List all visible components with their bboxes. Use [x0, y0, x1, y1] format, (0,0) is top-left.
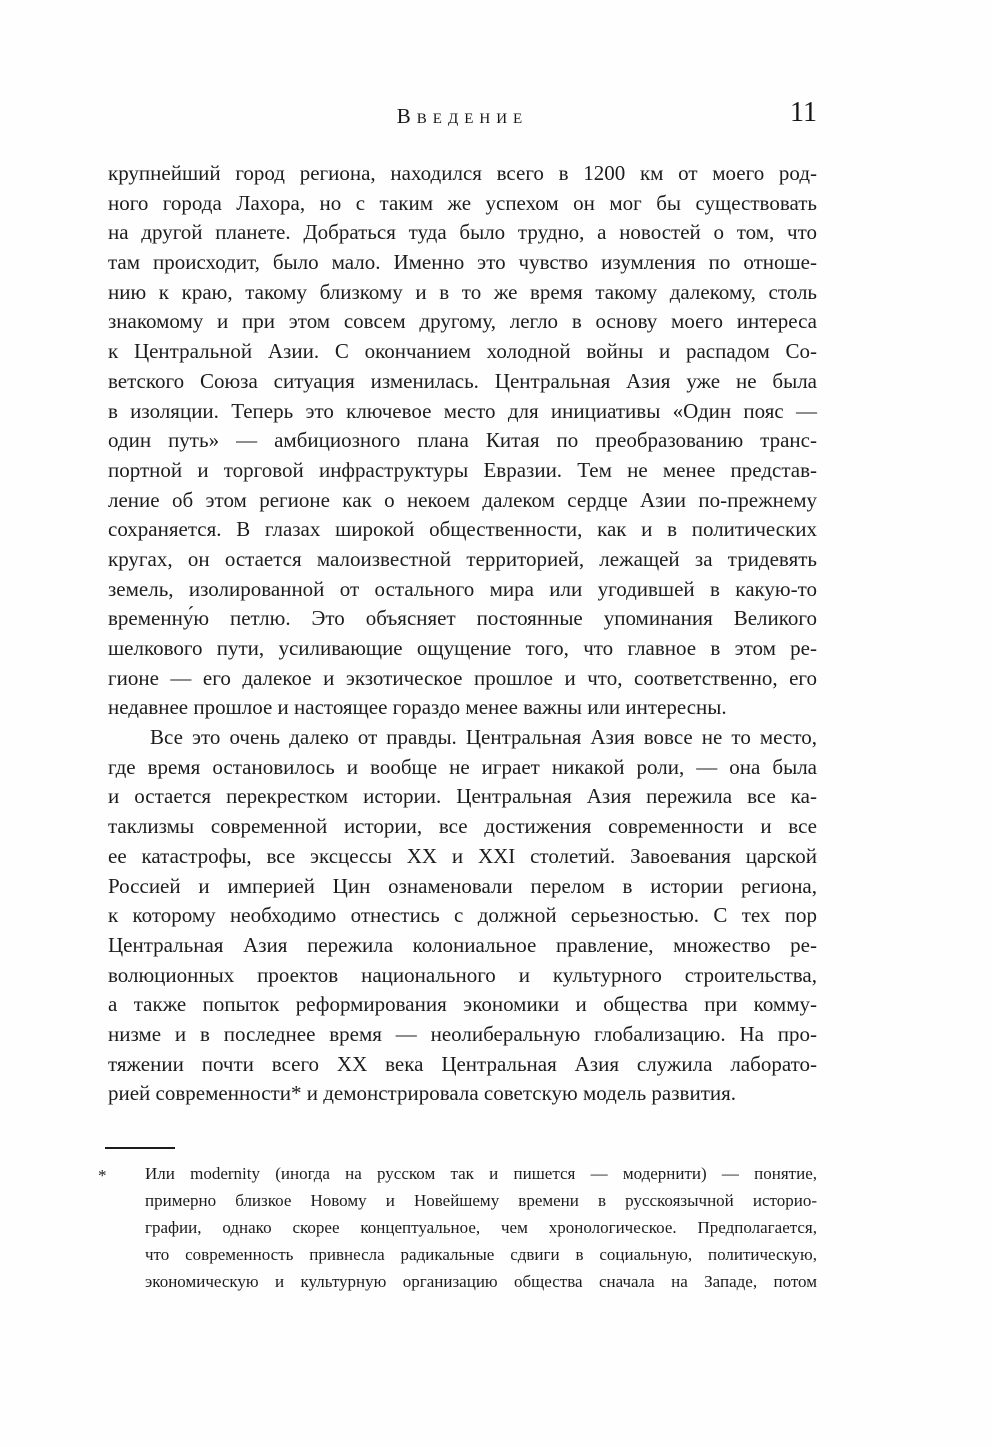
text-line: недавнее прошлое и настоящее гораздо менее важны или интересны. [108, 695, 727, 720]
text-line: к которому необходимо отнестись с должной серьезностью. С тех пор [108, 903, 817, 928]
text-line: низме и в последнее время — неолиберальную глобализацию. На про- [108, 1021, 817, 1046]
footnote-line: Или modernity (иногда на русском так и пишется — модернити) — понятие, [145, 1164, 817, 1183]
chapter-title: Введение [396, 104, 529, 128]
footnote-line: что современность привнесла радикальные сдвиги в социальную, политическую, [145, 1245, 817, 1264]
text-line: портной и торговой инфраструктуры Евразии. Тем не менее представ- [108, 457, 817, 482]
text-line: тяжении почти всего XX века Центральная Азия служила лаборато- [108, 1051, 817, 1076]
text-line: шелкового пути, усиливающие ощущение того, что главное в этом ре- [108, 636, 817, 660]
running-head [108, 97, 817, 135]
text-line: к Центральной Азии. С окончанием холодной войны и распадом Со- [108, 339, 817, 364]
footnote-divider [105, 1147, 175, 1149]
text-line: рией современности* и демонстрировала советскую модель развития. [108, 1081, 737, 1106]
footnote-lines [145, 1160, 817, 1295]
text-line: ного города Лахора, но с таким же успехом он мог бы существовать [108, 190, 817, 215]
text-line: земель, изолированной от остального мира или угодившей в какую-то [108, 576, 817, 601]
text-line: волюционных проектов национального и культурного строительства, [108, 962, 817, 987]
text-line: гионе — его далекое и экзотическое прошлое и что, соответственно, его [108, 665, 817, 690]
text-line: ление об этом регионе как о некоем далеком сердце Азии по-прежнему [108, 487, 817, 512]
text-line: Все это очень далеко от правды. Центральная Азия вовсе не то место, [150, 725, 817, 750]
footnote-marker: * [98, 1166, 107, 1185]
text-line: знакомому и при этом совсем другому, легло в основу моего интереса [108, 309, 817, 334]
text-line: ее катастрофы, все эксцессы XX и XXI столетий. Завоевания царской [108, 843, 817, 868]
text-line: сохраняется. В глазах широкой общественности, как и в политических [108, 517, 817, 542]
text-line: временну́ю петлю. Это объясняет постоянные упоминания Великого [108, 606, 817, 631]
text-line: кругах, он остается малоизвестной территорией, лежащей за тридевять [108, 546, 817, 571]
footnote-line: графии, однако скорее концептуальное, чем хронологическое. Предполагается, [145, 1218, 817, 1237]
text-line: крупнейший город региона, находился всего в 1200 км от моего род- [108, 161, 817, 185]
footnote-line: примерно близкое Новому и Новейшему времени в русскоязычной историо- [145, 1191, 817, 1210]
text-line: в изоляции. Теперь это ключевое место для инициативы «Один пояс — [108, 398, 817, 423]
page-number: 11 [790, 97, 817, 128]
text-line: Россией и империей Цин ознаменовали перелом в истории региона, [108, 873, 817, 898]
text-line: один путь» — амбициозного плана Китая по преобразованию транс- [108, 428, 817, 453]
footnote-line: экономическую и культурную организацию общества сначала на Западе, потом [145, 1272, 817, 1291]
text-line: ветского Союза ситуация изменилась. Центральная Азия уже не была [108, 368, 817, 393]
footnote [98, 1160, 817, 1295]
text-line: там происходит, было мало. Именно это чувство изумления по отноше- [108, 250, 817, 275]
text-line: на другой планете. Добраться туда было трудно, а новостей о том, что [108, 220, 817, 245]
text-line: таклизмы современной истории, все достижения современности и все [108, 814, 817, 839]
text-line: Центральная Азия пережила колониальное правление, множество ре- [108, 932, 817, 957]
text-line: а также попыток реформирования экономики и общества при комму- [108, 992, 817, 1017]
text-line: и остается перекрестком истории. Центральная Азия пережила все ка- [108, 784, 817, 809]
text-line: где время остановилось и вообще не играет никакой роли, — она была [108, 754, 817, 779]
body-text [108, 159, 817, 1109]
text-line: нию к краю, такому близкому и в то же время такому далекому, столь [108, 279, 817, 304]
